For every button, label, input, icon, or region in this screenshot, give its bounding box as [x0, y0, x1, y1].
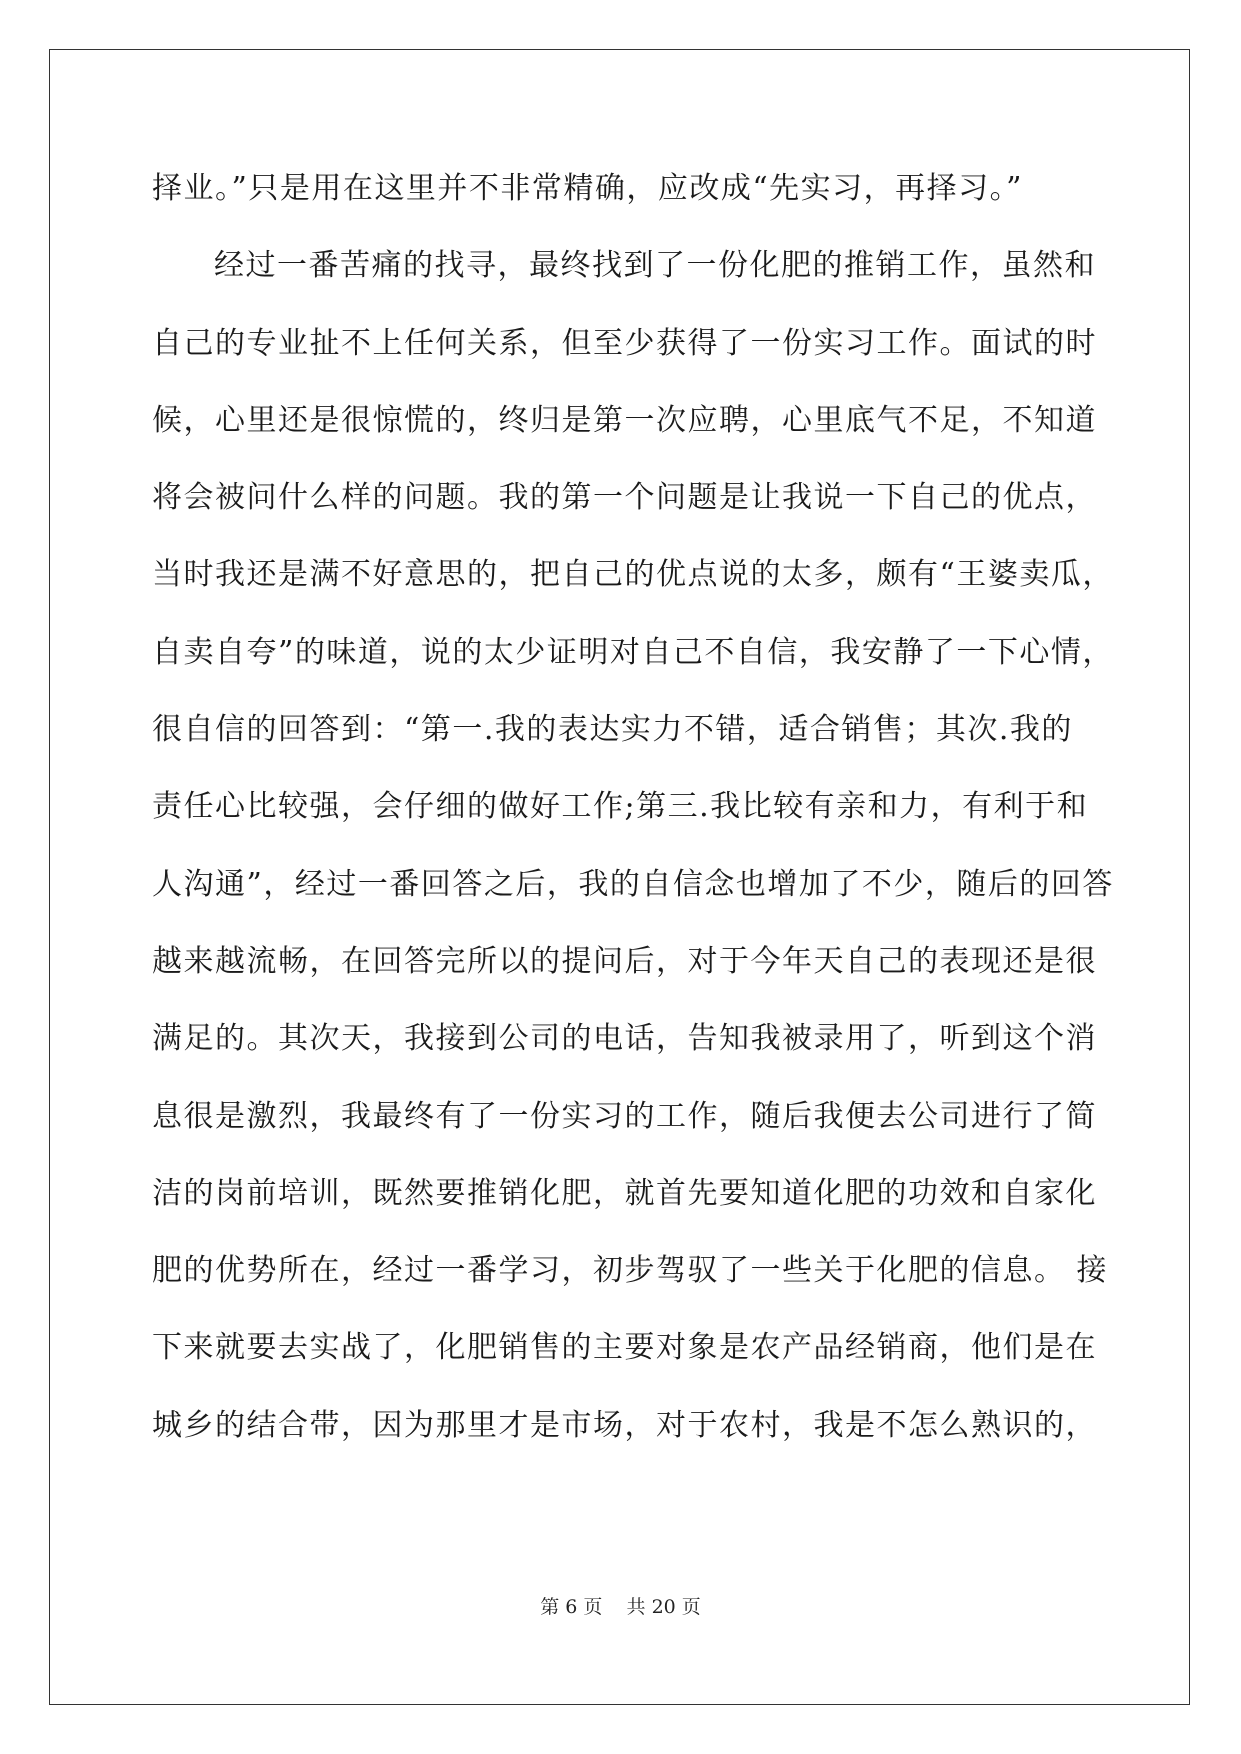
- text-line: 满足的。其次天，我接到公司的电话，告知我被录用了，听到这个消: [152, 1021, 1097, 1057]
- text-line: 下来就要去实战了，化肥销售的主要对象是农产品经销商，他们是在: [152, 1330, 1097, 1366]
- text-line: 城乡的结合带，因为那里才是市场，对于农村，我是不怎么熟识的，: [152, 1407, 1097, 1443]
- text-line: 很自信的回答到：“第一.我的表达实力不错，适合销售；其次.我的: [152, 712, 1073, 748]
- text-line: 息很是激烈，我最终有了一份实习的工作，随后我便去公司进行了简: [152, 1098, 1097, 1134]
- text-line: 责任心比较强，会仔细的做好工作;第三.我比较有亲和力，有利于和: [152, 789, 1089, 825]
- text-line: 当时我还是满不好意思的，把自己的优点说的太多，颇有“王婆卖瓜，: [152, 557, 1114, 593]
- page-number-footer: 第 6 页 共 20 页: [540, 1596, 701, 1618]
- text-line: 自己的专业扯不上任何关系，但至少获得了一份实习工作。面试的时: [152, 325, 1097, 361]
- body-text: [152, 150, 1112, 1464]
- text-line: 洁的岗前培训，既然要推销化肥，就首先要知道化肥的功效和自家化: [152, 1175, 1097, 1211]
- text-line: 肥的优势所在，经过一番学习，初步驾驭了一些关于化肥的信息。 接: [152, 1253, 1109, 1289]
- text-line: 将会被问什么样的问题。我的第一个问题是让我说一下自己的优点，: [152, 480, 1097, 516]
- text-line: 候，心里还是很惊慌的，终归是第一次应聘，心里底气不足，不知道: [152, 402, 1097, 438]
- text-line: 择业。”只是用在这里并不非常精确，应改成“先实习，再择习。”: [152, 171, 1024, 206]
- text-line: 人沟通”，经过一番回答之后，我的自信念也增加了不少，随后的回答: [152, 866, 1114, 902]
- text-line: 经过一番苦痛的找寻，最终找到了一份化肥的推销工作，虽然和: [214, 248, 1096, 284]
- text-line: 自卖自夸”的味道，说的太少证明对自己不自信，我安静了一下心情，: [152, 634, 1114, 670]
- text-line: 越来越流畅，在回答完所以的提问后，对于今年天自己的表现还是很: [152, 943, 1097, 979]
